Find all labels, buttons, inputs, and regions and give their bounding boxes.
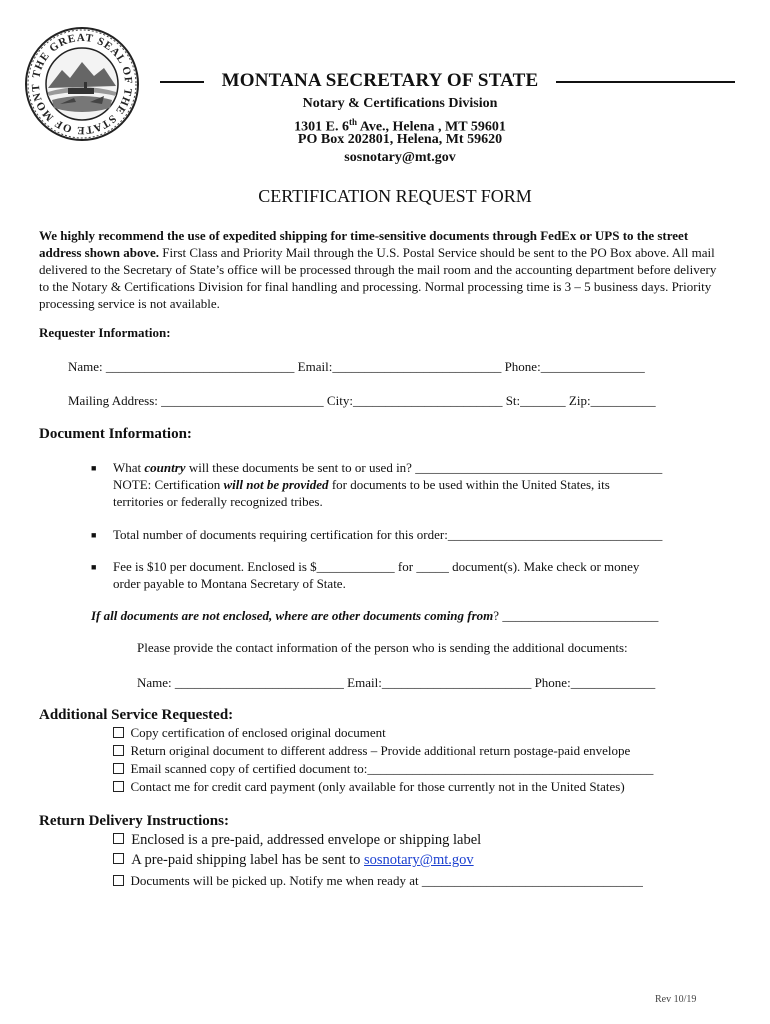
service-option-label: Copy certification of enclosed original document <box>130 725 386 740</box>
note-prefix: NOTE: Certification <box>113 477 224 492</box>
name-field[interactable]: _____________________________ <box>105 359 295 374</box>
service-option-email <box>113 761 653 777</box>
return-option-label: Enclosed is a pre-paid, addressed envelope or shipping label <box>131 832 482 848</box>
title-rule-right <box>556 81 735 83</box>
service-option-credit-card <box>113 779 625 795</box>
po-box: PO Box 202801, Helena, Mt 59620 <box>297 132 503 147</box>
service-option-copy <box>113 725 386 741</box>
bullet-icon: ■ <box>91 530 97 540</box>
page-title: MONTANA SECRETARY OF STATE <box>221 70 539 91</box>
contact-instructions: Please provide the contact information of the person who is sending the additional documents: <box>137 640 628 655</box>
return-option-envelope <box>113 832 481 849</box>
seal-lettering: THE GREAT SEAL OF THE STATE OF MONT <box>29 31 135 137</box>
fee-suffix: document(s). Make check or money <box>448 559 640 574</box>
checkbox[interactable] <box>113 745 124 756</box>
other-q-text: If all documents are not enclosed, where are other documents coming from <box>91 608 494 623</box>
service-option-label: Contact me for credit card payment (only available for those currently not in the United States) <box>130 779 625 794</box>
country-q-suffix: will these documents be sent to or used in? <box>185 460 416 475</box>
service-option-label: Return original document to different address – Provide additional return postage-paid envelope <box>130 743 631 758</box>
pickup-contact-field[interactable]: __________________________________ <box>421 873 643 888</box>
sender-phone-label: Phone: <box>531 675 571 690</box>
seal-image <box>24 26 140 142</box>
scan-email-field[interactable]: ____________________________________________ <box>367 761 654 776</box>
email-link[interactable]: sosnotary@mt.gov <box>364 852 474 868</box>
country-field[interactable]: ______________________________________ <box>415 460 663 475</box>
service-option-label: Email scanned copy of certified document to: <box>130 761 368 776</box>
return-option-label-sent <box>113 852 474 869</box>
title-rule-left <box>160 81 204 83</box>
sender-email-field[interactable]: _______________________ <box>381 675 532 690</box>
checkbox[interactable] <box>113 853 124 864</box>
fee-prefix: Fee is $10 per document. Enclosed is $ <box>113 559 317 574</box>
state-field[interactable]: _______ <box>520 393 566 408</box>
state-label: St: <box>502 393 521 408</box>
checkbox[interactable] <box>113 763 124 774</box>
bullet-icon: ■ <box>91 562 97 572</box>
address-label: Mailing Address: <box>68 393 162 408</box>
fee-mid: for <box>394 559 417 574</box>
phone-label: Phone: <box>501 359 541 374</box>
checkbox[interactable] <box>113 833 124 844</box>
fee-doc-count-field[interactable]: _____ <box>416 559 449 574</box>
form-title: CERTIFICATION REQUEST FORM <box>258 186 532 206</box>
address-field[interactable]: _________________________ <box>161 393 324 408</box>
phone-field[interactable]: ________________ <box>540 359 645 374</box>
fee-line <box>113 559 639 575</box>
email-field[interactable]: __________________________ <box>332 359 502 374</box>
requester-heading: Requester Information: <box>39 325 171 340</box>
street-suffix: Ave., Helena , MT 59601 <box>357 119 506 135</box>
email-label: Email: <box>294 359 333 374</box>
return-delivery-heading: Return Delivery Instructions: <box>39 813 229 829</box>
note-emph: will not be provided <box>223 477 329 492</box>
return-option-pickup <box>113 873 643 889</box>
intro-paragraph <box>39 227 719 312</box>
requester-address-row <box>68 393 656 409</box>
name-label: Name: <box>68 359 106 374</box>
fee-line2: order payable to Montana Secretary of State. <box>113 576 346 591</box>
zip-label: Zip: <box>565 393 591 408</box>
sender-contact-row <box>137 675 655 691</box>
fee-amount-field[interactable]: ____________ <box>316 559 395 574</box>
document-count-question <box>113 527 662 543</box>
contact-email: sosnotary@mt.gov <box>344 150 456 165</box>
doc-count-field[interactable]: _________________________________ <box>447 527 663 542</box>
service-option-return <box>113 743 630 759</box>
note-suffix: for documents to be used within the United States, its <box>328 477 610 492</box>
checkbox[interactable] <box>113 781 124 792</box>
other-source-field[interactable]: ________________________ <box>502 608 659 623</box>
doc-count-label: Total number of documents requiring certification for this order: <box>113 527 448 542</box>
sender-email-label: Email: <box>343 675 382 690</box>
checkbox[interactable] <box>113 727 124 738</box>
return-option-label: A pre-paid shipping label has be sent to <box>131 852 365 868</box>
sender-name-field[interactable]: __________________________ <box>174 675 344 690</box>
document-info-heading: Document Information: <box>39 426 192 442</box>
checkbox[interactable] <box>113 875 124 886</box>
requester-contact-row <box>68 359 645 375</box>
revision-label: Rev 10/19 <box>655 994 697 1005</box>
other-q-tail: ? <box>493 608 503 623</box>
additional-service-heading: Additional Service Requested: <box>39 707 234 723</box>
montana-state-seal <box>24 26 140 142</box>
sender-name-label: Name: <box>137 675 175 690</box>
certification-note <box>113 477 610 493</box>
title-row <box>160 70 735 94</box>
street-prefix: 1301 E. 6 <box>294 119 349 135</box>
city-field[interactable]: _______________________ <box>352 393 503 408</box>
bullet-icon: ■ <box>91 463 97 473</box>
country-q-emph: country <box>144 460 186 475</box>
country-question <box>113 460 662 476</box>
return-option-label: Documents will be picked up. Notify me when ready at <box>130 873 422 888</box>
country-q-prefix: What <box>113 460 145 475</box>
city-label: City: <box>323 393 353 408</box>
street-sup: th <box>349 117 358 127</box>
zip-field[interactable]: __________ <box>590 393 656 408</box>
intro-text: First Class and Priority Mail through the U.S. Postal Service should be sent to the PO Box above. All mail delivered to the Secretary of State’s office will be processed through the mail room and the accounting department before delivery to the Notary & Certifications Division for final handling and processing. Normal processing time is 3 – 5 business days. Priority processing service is not available. <box>39 245 717 311</box>
certification-note-line2: territories or federally recognized tribes. <box>113 494 323 509</box>
intro-bold: We highly recommend the use of expedited shipping for time-sensitive documents through FedEx or UPS to the street address shown above. <box>39 228 689 260</box>
other-documents-question <box>91 608 658 624</box>
division-name: Notary & Certifications Division <box>302 96 498 111</box>
sender-phone-field[interactable]: _____________ <box>570 675 656 690</box>
